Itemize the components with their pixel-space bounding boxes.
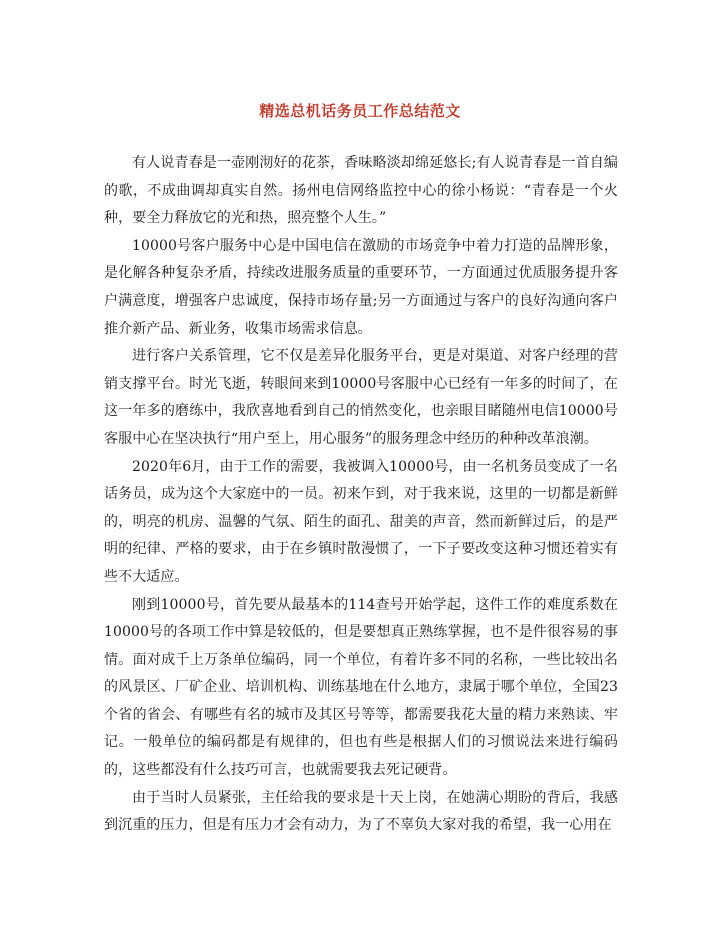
paragraph-4: 2020年6月，由于工作的需要，我被调入10000号，由一名机务员变成了一名话务员，成为这个大家庭中的一员。初来乍到，对于我来说，这里的一切都是新鲜的，明亮的机房、温馨的气氛、陌生的面孔、甜美的声音，然而新鲜过后，的是严明的纪律、严格的要求，由于在乡镇时散漫惯了，一下子要改变这种习惯还着实有些不大适应。: [104, 458, 618, 585]
paragraph-1: 有人说青春是一壶刚沏好的花茶，香味略淡却绵延悠长;有人说青春是一首自编的歌，不成曲调却真实自然。扬州电信网络监控中心的徐小杨说：“青春是一个火种，要全力释放它的光和热，照亮整个人生。”: [104, 155, 618, 227]
paragraph-5: 刚到10000号，首先要从最基本的114查号开始学起，这件工作的难度系数在10000号的各项工作中算是较低的，但是要想真正熟练掌握，也不是件很容易的事情。面对成千上万条单位编码，同一个单位，有着许多不同的名称，一些比较出名的风景区、厂矿企业、培训机构、训练基地在什么地方，隶属于哪个单位，全国23个省的省会、有哪些有名的城市及其区号等等，都需要我花大量的精力来熟读、牢记。一般单位的编码都是有规律的，但也有些是根据人们的习惯说法来进行编码的，这些都没有什么技巧可言，也就需要我去死记硬背。: [104, 596, 618, 779]
document-body: [104, 150, 618, 840]
paragraph-3: 进行客户关系管理，它不仅是差异化服务平台，更是对渠道、对客户经理的营销支撑平台。时光飞逝，转眼间来到10000号客服中心已经有一年多的时间了，在这一年多的磨练中，我欣喜地看到自己的悄然变化，也亲眼目睹随州电信10000号客服中心在坚决执行“用户至上，用心服务”的服务理念中经历的种种改革浪潮。: [104, 348, 618, 447]
document-title: 精选总机话务员工作总结范文: [259, 102, 461, 120]
paragraph-6: 由于当时人员紧张，主任给我的要求是十天上岗，在她满心期盼的背后，我感到沉重的压力，但是有压力才会有动力，为了不辜负大家对我的希望，我一心用在: [104, 789, 618, 834]
paragraph-2: 10000号客户服务中心是中国电信在激励的市场竞争中着力打造的品牌形象，是化解各种复杂矛盾，持续改进服务质量的重要环节，一方面通过优质服务提升客户满意度，增强客户忠诚度，保持市场存量;另一方面通过与客户的良好沟通向客户推介新产品、新业务，收集市场需求信息。: [104, 237, 618, 337]
